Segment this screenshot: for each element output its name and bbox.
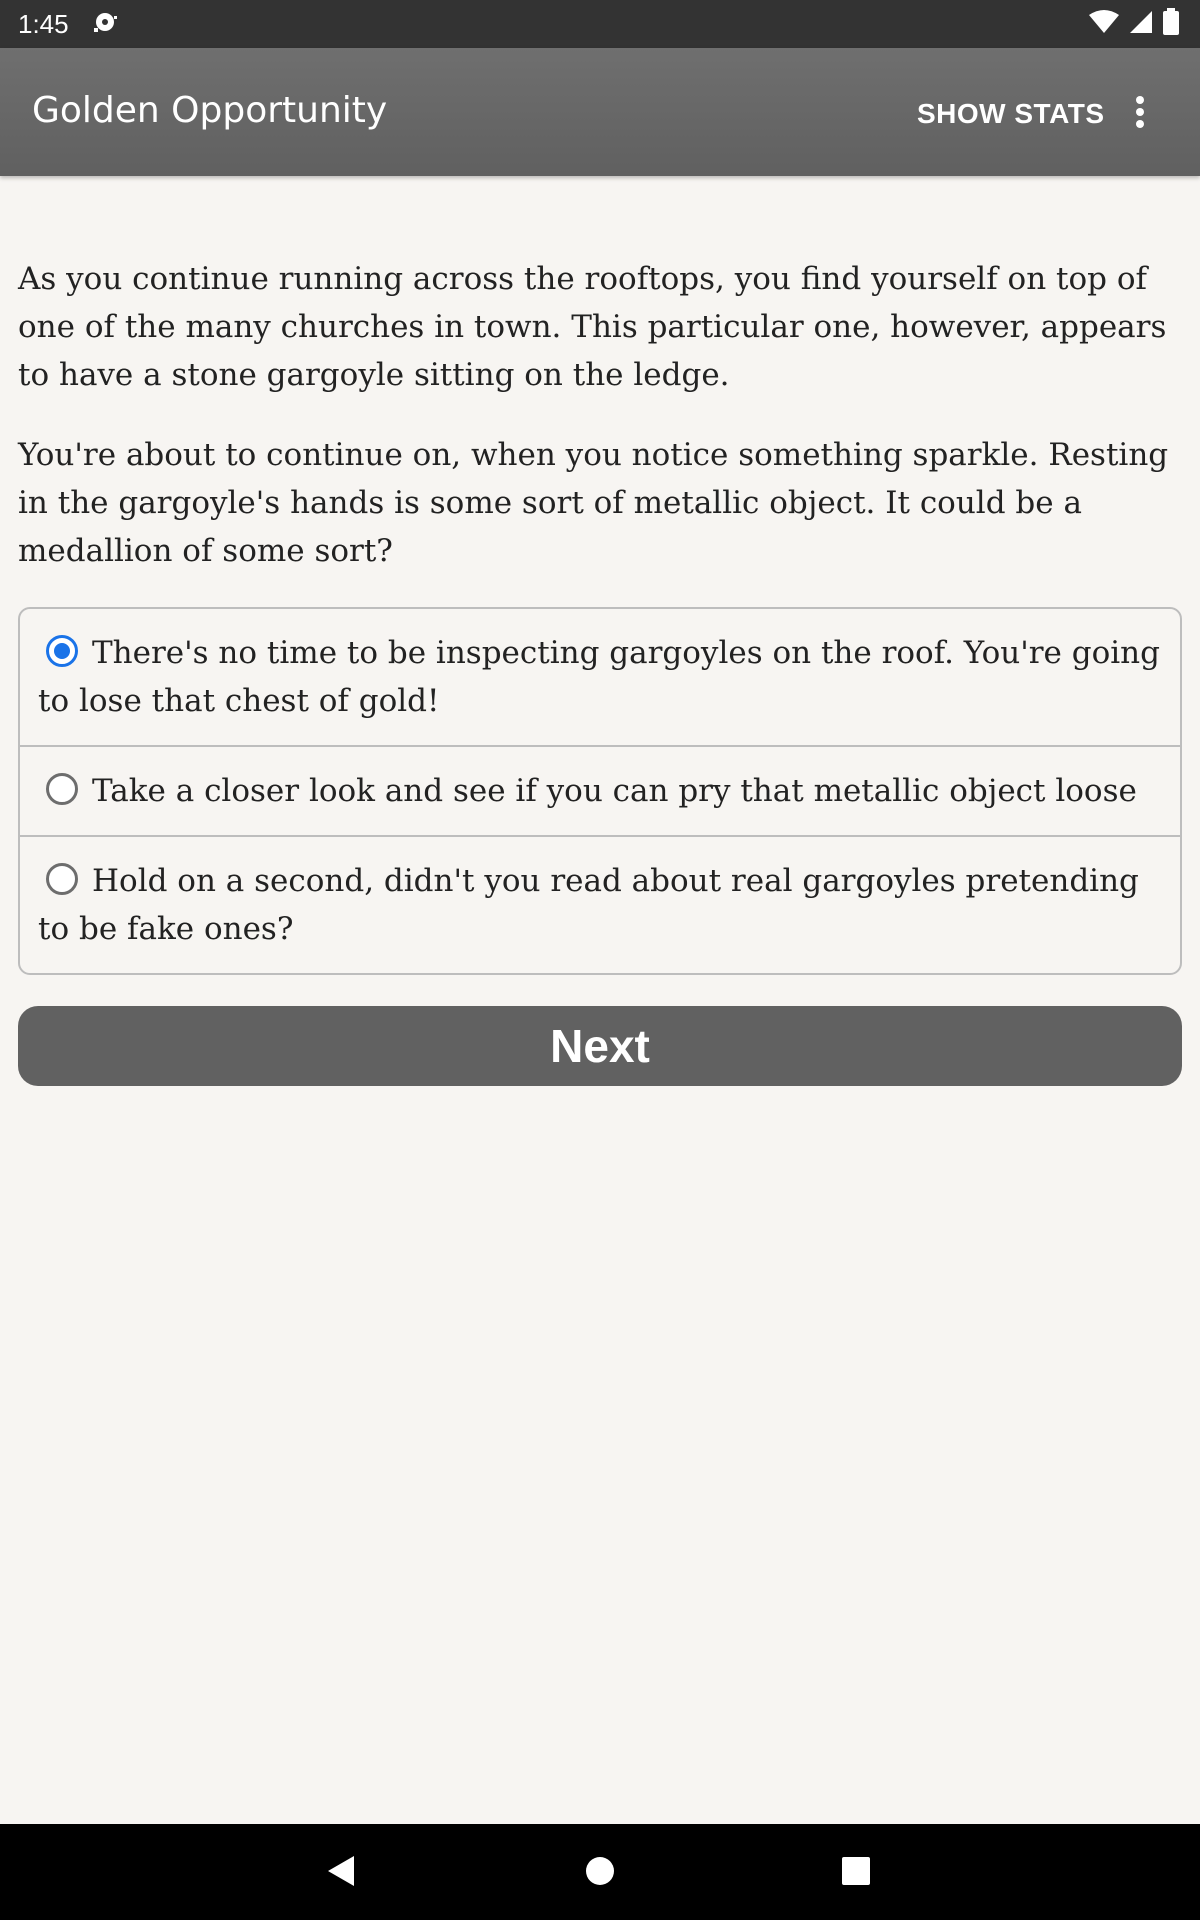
signal-icon xyxy=(1128,9,1154,40)
choice-option[interactable] xyxy=(20,835,1180,973)
status-time: 1:45 xyxy=(18,8,69,39)
home-icon[interactable] xyxy=(584,1854,616,1893)
page-title: Golden Opportunity xyxy=(32,90,388,131)
radio-unselected-icon[interactable] xyxy=(46,773,78,805)
choice-option[interactable] xyxy=(20,745,1180,835)
choice-label: Take a closer look and see if you can pry that metallic object loose xyxy=(92,773,1137,809)
next-button[interactable]: Next xyxy=(18,1006,1182,1086)
story-paragraph: You're about to continue on, when you notice something sparkle. Resting in the gargoyle's hands is some sort of metallic object. It could be a medallion of some sort? xyxy=(18,437,1169,569)
wifi-icon xyxy=(1088,9,1120,40)
navigation-bar xyxy=(0,1824,1200,1920)
back-icon[interactable] xyxy=(326,1854,356,1893)
story-paragraph: As you continue running across the rooftops, you find yourself on top of one of the many churches in town. This particular one, however, appears to have a stone gargoyle sitting on the ledge. xyxy=(18,261,1167,393)
story-content xyxy=(18,255,1182,975)
recents-icon[interactable] xyxy=(840,1854,872,1893)
battery-icon xyxy=(1162,8,1180,41)
choice-list xyxy=(18,607,1182,975)
app-bar xyxy=(0,48,1200,176)
notification-icon xyxy=(91,10,119,39)
choice-option[interactable] xyxy=(20,609,1180,745)
radio-selected-icon[interactable] xyxy=(46,635,78,667)
choice-label: There's no time to be inspecting gargoyles on the roof. You're going to lose that chest of gold! xyxy=(38,635,1160,719)
show-stats-button[interactable]: SHOW STATS xyxy=(917,98,1105,129)
status-bar xyxy=(0,0,1200,48)
radio-unselected-icon[interactable] xyxy=(46,863,78,895)
overflow-menu-icon[interactable] xyxy=(1125,90,1155,134)
choice-label: Hold on a second, didn't you read about real gargoyles pretending to be fake ones? xyxy=(38,863,1139,947)
